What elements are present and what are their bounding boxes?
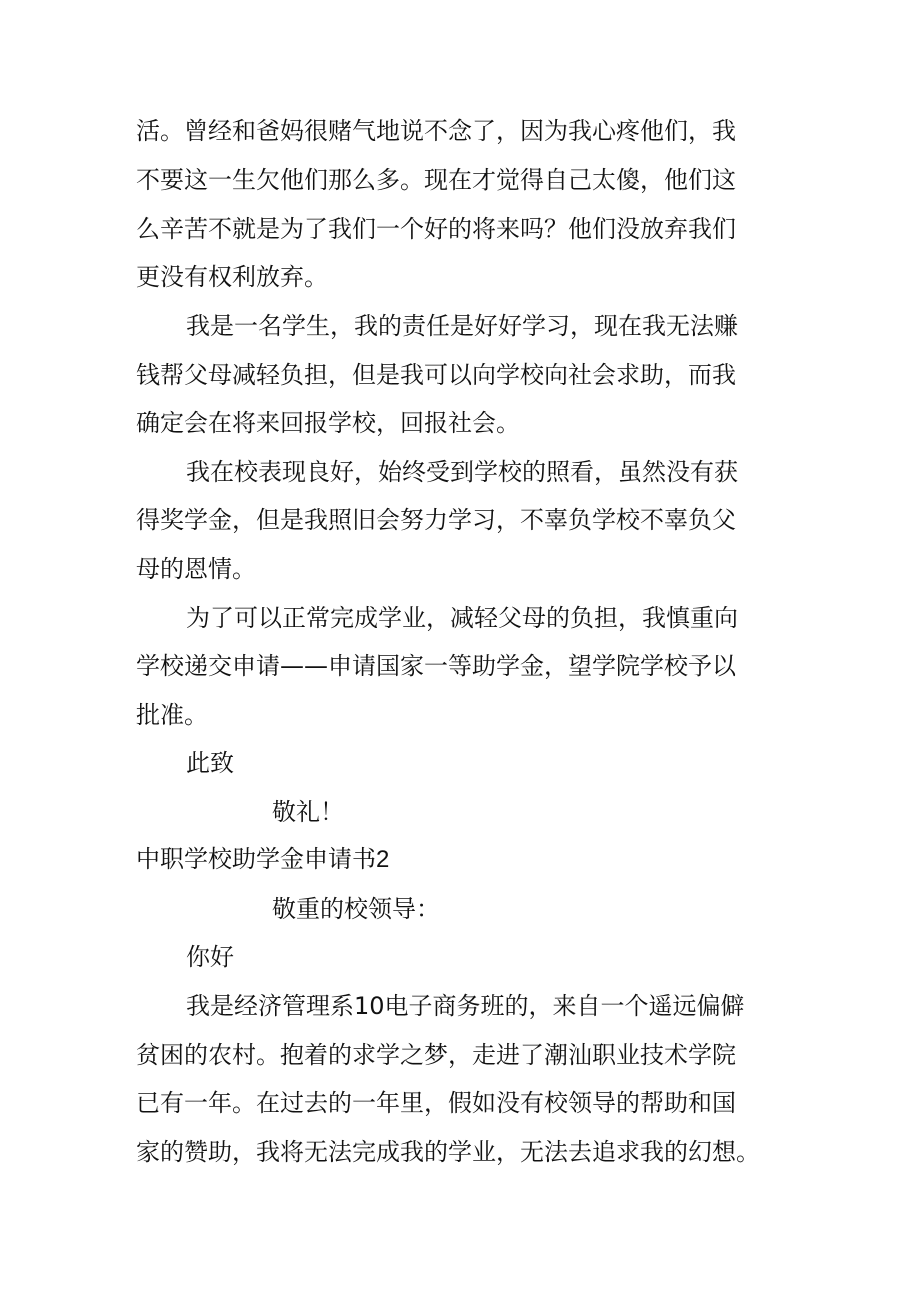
paragraph-line: 已有一年。在过去的一年里，假如没有校领导的帮助和国 [136,1089,736,1117]
paragraph-line: 更没有权利放弃。 [136,263,328,291]
paragraph-line: 家的赞助，我将无法完成我的学业，无法去追求我的幻想。 [136,1138,760,1166]
paragraph-line: 确定会在将来回报学校，回报社会。 [136,409,520,437]
closing-regards: 敬礼！ [272,798,344,826]
section-heading: 中职学校助学金申请书2 [136,846,390,873]
paragraph-line: 批准。 [136,701,208,729]
paragraph-line: 我是经济管理系10电子商务班的，来自一个遥远偏僻 [186,992,745,1020]
paragraph-line: 钱帮父母减轻负担，但是我可以向学校向社会求助，而我 [136,361,736,389]
paragraph-line: 母的恩情。 [136,555,256,583]
paragraph-line: 学校递交申请——申请国家一等助学金，望学院学校予以 [136,652,736,680]
paragraph-line: 我是一名学生，我的责任是好好学习，现在我无法赚 [186,312,738,340]
closing-salutation: 此致 [186,749,234,777]
paragraph-line: 贫困的农村。抱着的求学之梦，走进了潮汕职业技术学院 [136,1041,736,1069]
paragraph-line: 活。曾经和爸妈很赌气地说不念了，因为我心疼他们，我 [136,117,736,145]
paragraph-line: 为了可以正常完成学业，减轻父母的负担，我慎重向 [186,604,738,632]
letter-greeting: 敬重的校领导： [272,895,440,923]
paragraph-line: 么辛苦不就是为了我们一个好的将来吗？他们没放弃我们 [136,215,736,243]
paragraph-line: 不要这一生欠他们那么多。现在才觉得自己太傻，他们这 [136,166,736,194]
letter-opening: 你好 [186,943,234,971]
paragraph-line: 我在校表现良好，始终受到学校的照看，虽然没有获 [186,458,738,486]
paragraph-line: 得奖学金，但是我照旧会努力学习，不辜负学校不辜负父 [136,506,736,534]
